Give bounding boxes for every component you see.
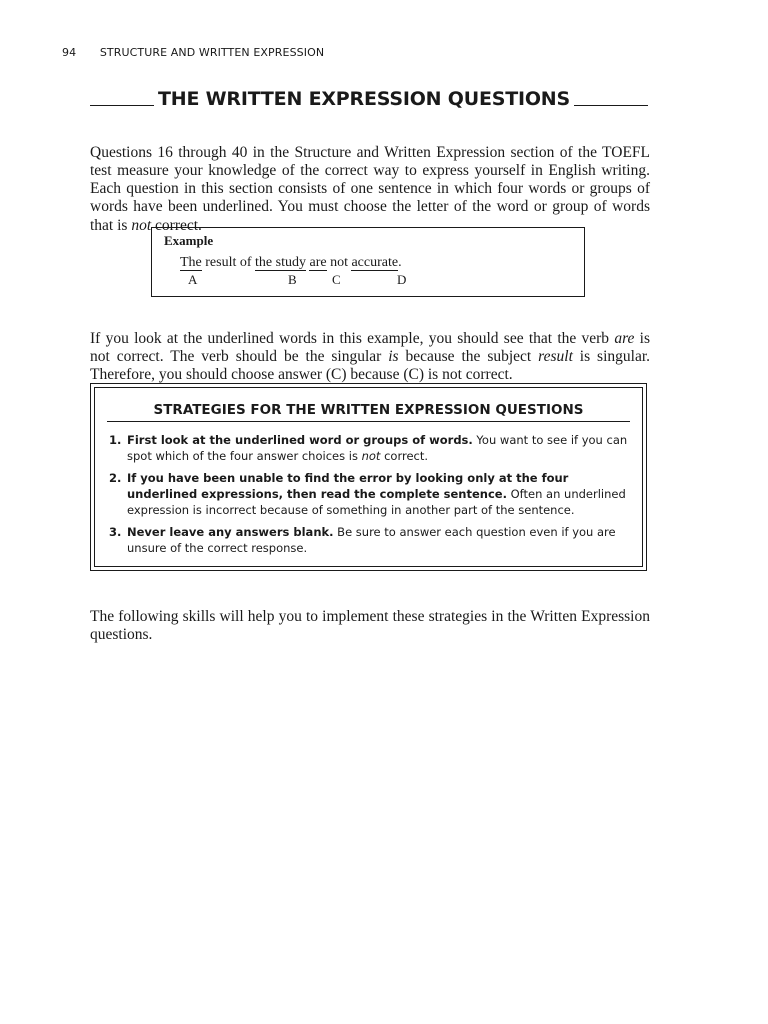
sentence-period: . (398, 255, 402, 270)
strategy-number: 3. (109, 525, 122, 539)
page-title: THE WRITTEN EXPRESSION QUESTIONS (158, 88, 570, 110)
letter-a: A (188, 272, 198, 287)
underlined-c: are (309, 255, 327, 270)
strategy-item (105, 470, 630, 518)
answer-letters (152, 272, 584, 290)
explanation-text: because the subject (398, 347, 539, 365)
strategy-text: Often an underlined expression is incorrect because of something in another part of the sentence. (127, 487, 626, 517)
explanation-italic: are (614, 329, 635, 347)
strategy-text: Be sure to answer each question even if you are unsure of the correct response. (127, 525, 616, 555)
section-name: STRUCTURE AND WRITTEN EXPRESSION (99, 46, 325, 59)
title-rule-right (574, 105, 648, 106)
strategies-list (105, 432, 630, 562)
letter-c: C (332, 272, 341, 287)
strategy-item (105, 432, 630, 464)
letter-b: B (288, 272, 297, 287)
strategies-box (90, 383, 647, 571)
underlined-a: The (180, 255, 202, 270)
explanation-italic: is (388, 347, 399, 365)
sentence-text: result of (201, 255, 256, 270)
running-head (62, 46, 324, 59)
strategy-lead: Never leave any answers blank. (127, 525, 334, 539)
closing-paragraph: The following skills will help you to implement these strategies in the Written Expression questions. (90, 607, 650, 643)
sentence-text: not (326, 255, 352, 270)
explanation-paragraph (90, 330, 650, 385)
title-rule-left (90, 105, 154, 106)
strategy-number: 2. (109, 471, 122, 485)
strategy-item (105, 524, 630, 556)
page-number: 94 (62, 46, 77, 59)
strategy-italic: not (361, 449, 381, 463)
underlined-b: the study (255, 255, 306, 270)
explanation-text: is not correct. The verb should be the singular (90, 329, 650, 365)
example-sentence (180, 255, 402, 271)
strategies-title: STRATEGIES FOR THE WRITTEN EXPRESSION QUESTIONS (107, 402, 630, 422)
explanation-text: is singular. Therefore, you should choose answer (C) because (C) is not correct. (90, 347, 651, 384)
intro-italic: not (131, 216, 152, 234)
example-box (151, 227, 585, 297)
strategies-inner-frame (94, 387, 643, 567)
letter-d: D (397, 272, 407, 287)
explanation-italic: result (538, 347, 573, 365)
intro-text: Questions 16 through 40 in the Structure and Written Expression section of the TOEFL test measure your knowledge of the correct way to express yourself in English writing. Each question in this section consists of one sentence in which four words or groups of words have been underlined. You must choose the letter of the word or group of words that is (90, 143, 650, 234)
strategy-lead: First look at the underlined word or groups of words. (127, 433, 473, 447)
strategy-text-end: correct. (380, 449, 429, 463)
explanation-text: If you look at the underlined words in this example, you should see that the verb (90, 329, 615, 347)
section-title (90, 88, 648, 110)
strategy-number: 1. (109, 433, 122, 447)
example-label: Example (164, 233, 214, 248)
intro-text-end: correct. (151, 216, 202, 234)
strategy-text: You want to see if you can spot which of the four answer choices is (127, 433, 628, 463)
intro-paragraph (90, 144, 650, 235)
underlined-d: accurate (351, 255, 399, 270)
strategy-lead: If you have been unable to find the error by looking only at the four underlined expressions, then read the complete sentence. (127, 471, 569, 501)
